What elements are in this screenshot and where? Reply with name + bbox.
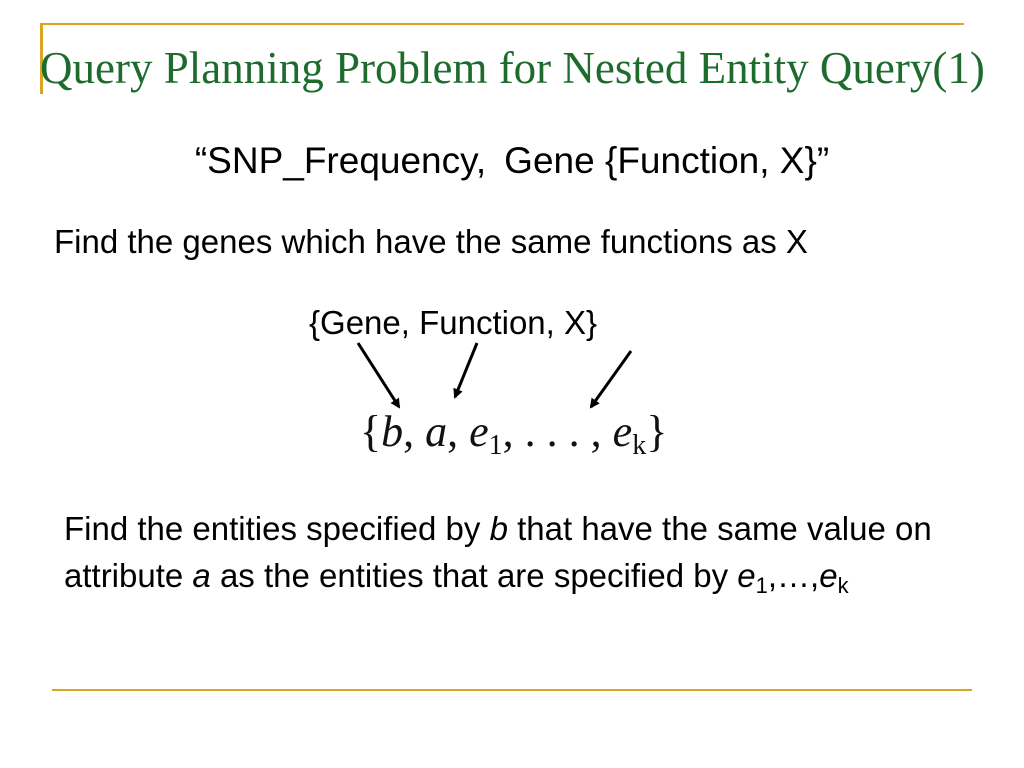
formula-open-brace: { <box>360 407 382 456</box>
formula-ek-subscript: k <box>632 430 647 461</box>
formula-close-brace: } <box>646 407 668 456</box>
description-paragraph <box>64 505 994 599</box>
description-a: a <box>192 557 211 594</box>
description-separator: ,…, <box>767 557 820 594</box>
find-genes-text: Find the genes which have the same functions as X <box>54 223 808 260</box>
query-string-part1: “SNP_Frequency, <box>194 140 487 181</box>
formula-a: a <box>425 407 448 456</box>
query-string-part2: Gene {Function, X}” <box>504 140 830 181</box>
description-e1: e <box>737 557 756 594</box>
description-part3: as the entities that are specified by <box>210 557 738 594</box>
formula-e1: e <box>469 407 489 456</box>
arrow-gene-to-b <box>358 343 399 407</box>
formula-comma-2: , <box>447 407 470 456</box>
set-formula <box>360 402 667 462</box>
formula-comma-1: , <box>403 407 426 456</box>
arrow-x-to-e <box>591 351 631 407</box>
description-part2: that have the same value on attribute <box>64 510 932 594</box>
description-ek: e <box>819 557 838 594</box>
formula-b: b <box>381 407 404 456</box>
arrow-function-to-a <box>455 343 477 397</box>
description-ek-subscript: k <box>837 573 849 598</box>
formula-ellipsis: , . . . , <box>502 407 613 456</box>
description-e1-subscript: 1 <box>755 573 768 598</box>
tuple-label: {Gene, Function, X} <box>309 304 598 341</box>
bottom-divider-line <box>52 689 972 691</box>
formula-e1-subscript: 1 <box>488 430 503 461</box>
description-part1: Find the entities specified by <box>64 510 490 547</box>
description-b: b <box>489 510 508 547</box>
formula-ek: e <box>612 407 633 456</box>
slide-title: Query Planning Problem for Nested Entity Query(1) <box>40 43 985 93</box>
